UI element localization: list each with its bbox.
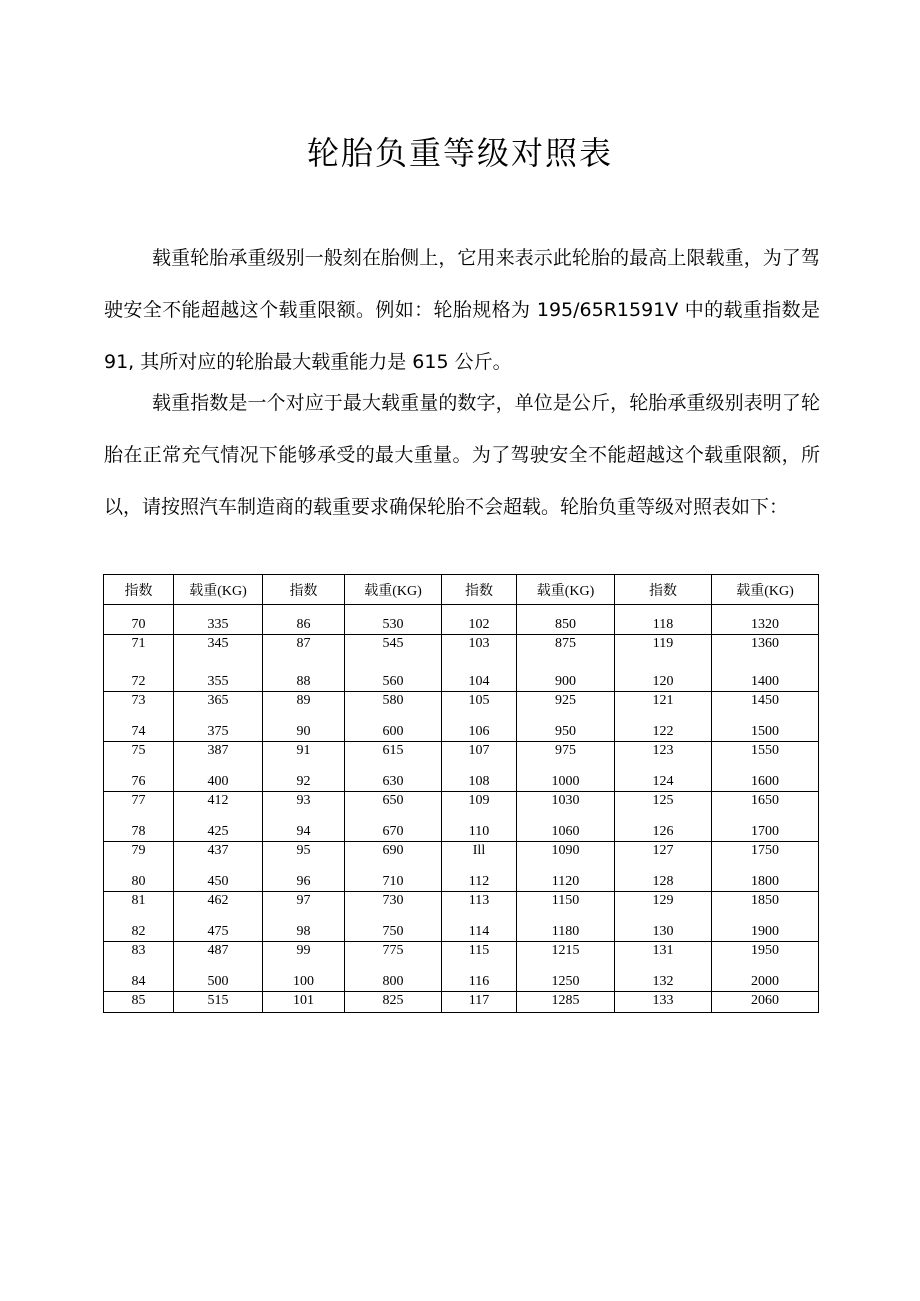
load-weight-cell: 1090: [517, 842, 615, 863]
load-index-cell: 75: [104, 742, 174, 763]
load-weight-cell: 1400: [712, 662, 819, 692]
load-weight-cell: 950: [517, 712, 615, 742]
load-weight-cell: 425: [174, 812, 263, 842]
load-index-cell: 96: [263, 862, 345, 892]
paragraph-2: 载重指数是一个对应于最大载重量的数字，单位是公斤，轮胎承重级别表明了轮胎在正常充气情况下能够承受的最大重量。为了驾驶安全不能超越这个载重限额，所以，请按照汽车制造商的载重要求确保轮胎不会超载。轮胎负重等级对照表如下：: [104, 392, 820, 518]
load-index-cell: 125: [615, 792, 712, 813]
load-weight-cell: 335: [174, 605, 263, 635]
load-weight-cell: 545: [345, 635, 442, 663]
load-index-cell: 129: [615, 892, 712, 913]
load-weight-cell: 600: [345, 712, 442, 742]
table-row: [104, 692, 819, 713]
load-index-table: [103, 574, 819, 1013]
load-weight-cell: 1250: [517, 962, 615, 992]
load-index-cell: 107: [442, 742, 517, 763]
load-weight-cell: 1800: [712, 862, 819, 892]
load-index-cell: 103: [442, 635, 517, 663]
load-index-cell: 89: [263, 692, 345, 713]
load-index-cell: 82: [104, 912, 174, 942]
paragraph-1: 载重轮胎承重级别一般刻在胎侧上，它用来表示此轮胎的最高上限载重，为了驾驶安全不能超越这个载重限额。例如：轮胎规格为 195/65R1591V 中的载重指数是 91, 其所对应的轮胎最大载重能力是 615 公斤。: [104, 247, 820, 373]
load-index-cell: 133: [615, 992, 712, 1013]
load-weight-cell: 2060: [712, 992, 819, 1013]
load-weight-cell: 345: [174, 635, 263, 663]
load-weight-cell: 450: [174, 862, 263, 892]
load-weight-cell: 1180: [517, 912, 615, 942]
table-row: [104, 605, 819, 635]
load-weight-cell: 475: [174, 912, 263, 942]
load-weight-cell: 690: [345, 842, 442, 863]
load-index-cell: 130: [615, 912, 712, 942]
load-index-cell: 70: [104, 605, 174, 635]
load-index-cell: 126: [615, 812, 712, 842]
load-weight-cell: 1700: [712, 812, 819, 842]
table-row: [104, 662, 819, 692]
load-weight-cell: 1550: [712, 742, 819, 763]
load-weight-cell: 670: [345, 812, 442, 842]
load-index-cell: 101: [263, 992, 345, 1013]
load-weight-cell: 1600: [712, 762, 819, 792]
load-weight-cell: 925: [517, 692, 615, 713]
load-index-cell: 124: [615, 762, 712, 792]
load-index-cell: 76: [104, 762, 174, 792]
load-index-cell: 85: [104, 992, 174, 1013]
table-row: [104, 842, 819, 863]
load-weight-cell: 412: [174, 792, 263, 813]
load-weight-cell: 387: [174, 742, 263, 763]
load-index-cell: 118: [615, 605, 712, 635]
load-index-cell: 102: [442, 605, 517, 635]
load-weight-cell: 800: [345, 962, 442, 992]
load-index-cell: 105: [442, 692, 517, 713]
load-index-cell: 117: [442, 992, 517, 1013]
load-weight-cell: 630: [345, 762, 442, 792]
load-index-cell: 108: [442, 762, 517, 792]
load-index-cell: 100: [263, 962, 345, 992]
table-row: [104, 742, 819, 763]
load-index-cell: 88: [263, 662, 345, 692]
table-header-cell: 载重(KG): [174, 575, 263, 605]
load-index-cell: 80: [104, 862, 174, 892]
load-weight-cell: 1450: [712, 692, 819, 713]
table-header-cell: 载重(KG): [712, 575, 819, 605]
load-index-cell: 122: [615, 712, 712, 742]
load-weight-cell: 1850: [712, 892, 819, 913]
load-weight-cell: 1950: [712, 942, 819, 963]
load-weight-cell: 1750: [712, 842, 819, 863]
load-index-cell: 132: [615, 962, 712, 992]
load-index-cell: 92: [263, 762, 345, 792]
table-row: [104, 992, 819, 1013]
load-index-cell: Ill: [442, 842, 517, 863]
load-index-cell: 106: [442, 712, 517, 742]
load-index-cell: 114: [442, 912, 517, 942]
load-index-cell: 116: [442, 962, 517, 992]
load-index-cell: 94: [263, 812, 345, 842]
load-index-cell: 74: [104, 712, 174, 742]
load-weight-cell: 900: [517, 662, 615, 692]
load-weight-cell: 355: [174, 662, 263, 692]
load-index-cell: 112: [442, 862, 517, 892]
load-index-cell: 83: [104, 942, 174, 963]
load-index-cell: 123: [615, 742, 712, 763]
document-title: 轮胎负重等级对照表: [306, 134, 613, 172]
load-weight-cell: 650: [345, 792, 442, 813]
load-index-cell: 77: [104, 792, 174, 813]
load-index-cell: 84: [104, 962, 174, 992]
load-weight-cell: 1120: [517, 862, 615, 892]
table-header-row: [104, 575, 819, 605]
load-index-cell: 90: [263, 712, 345, 742]
table-header-cell: 指数: [615, 575, 712, 605]
table-row: [104, 912, 819, 942]
table-header-cell: 指数: [263, 575, 345, 605]
load-index-cell: 97: [263, 892, 345, 913]
load-weight-cell: 615: [345, 742, 442, 763]
load-index-cell: 95: [263, 842, 345, 863]
load-weight-cell: 1215: [517, 942, 615, 963]
load-weight-cell: 730: [345, 892, 442, 913]
load-index-cell: 72: [104, 662, 174, 692]
load-index-cell: 127: [615, 842, 712, 863]
load-weight-cell: 365: [174, 692, 263, 713]
table-row: [104, 712, 819, 742]
load-weight-cell: 1030: [517, 792, 615, 813]
load-weight-cell: 2000: [712, 962, 819, 992]
load-index-cell: 110: [442, 812, 517, 842]
load-weight-cell: 462: [174, 892, 263, 913]
load-weight-cell: 1320: [712, 605, 819, 635]
table-row: [104, 792, 819, 813]
load-weight-cell: 1900: [712, 912, 819, 942]
load-weight-cell: 515: [174, 992, 263, 1013]
load-weight-cell: 500: [174, 962, 263, 992]
load-weight-cell: 975: [517, 742, 615, 763]
table-row: [104, 762, 819, 792]
table-row: [104, 635, 819, 663]
load-index-cell: 81: [104, 892, 174, 913]
load-index-cell: 120: [615, 662, 712, 692]
load-weight-cell: 1285: [517, 992, 615, 1013]
load-weight-cell: 1650: [712, 792, 819, 813]
load-index-cell: 131: [615, 942, 712, 963]
load-index-cell: 104: [442, 662, 517, 692]
load-index-cell: 86: [263, 605, 345, 635]
load-weight-cell: 580: [345, 692, 442, 713]
load-index-cell: 113: [442, 892, 517, 913]
table-row: [104, 962, 819, 992]
table-header-cell: 指数: [442, 575, 517, 605]
table-row: [104, 942, 819, 963]
load-weight-cell: 850: [517, 605, 615, 635]
table-header-cell: 指数: [104, 575, 174, 605]
load-index-cell: 93: [263, 792, 345, 813]
table-row: [104, 892, 819, 913]
table-row: [104, 862, 819, 892]
load-index-cell: 73: [104, 692, 174, 713]
load-index-cell: 87: [263, 635, 345, 663]
load-weight-cell: 1500: [712, 712, 819, 742]
table-header-cell: 载重(KG): [517, 575, 615, 605]
load-index-cell: 79: [104, 842, 174, 863]
load-weight-cell: 487: [174, 942, 263, 963]
load-index-cell: 115: [442, 942, 517, 963]
load-index-cell: 119: [615, 635, 712, 663]
load-weight-cell: 560: [345, 662, 442, 692]
load-index-cell: 128: [615, 862, 712, 892]
load-weight-cell: 775: [345, 942, 442, 963]
load-weight-cell: 1360: [712, 635, 819, 663]
load-index-cell: 109: [442, 792, 517, 813]
load-weight-cell: 825: [345, 992, 442, 1013]
load-weight-cell: 710: [345, 862, 442, 892]
table-body: [104, 605, 819, 1013]
load-weight-cell: 1060: [517, 812, 615, 842]
load-weight-cell: 400: [174, 762, 263, 792]
table-header-cell: 载重(KG): [345, 575, 442, 605]
load-index-cell: 98: [263, 912, 345, 942]
load-weight-cell: 750: [345, 912, 442, 942]
load-index-cell: 78: [104, 812, 174, 842]
table-row: [104, 812, 819, 842]
load-index-cell: 91: [263, 742, 345, 763]
load-index-cell: 121: [615, 692, 712, 713]
load-weight-cell: 875: [517, 635, 615, 663]
load-index-cell: 71: [104, 635, 174, 663]
load-index-cell: 99: [263, 942, 345, 963]
load-weight-cell: 1150: [517, 892, 615, 913]
load-weight-cell: 437: [174, 842, 263, 863]
load-weight-cell: 375: [174, 712, 263, 742]
load-weight-cell: 530: [345, 605, 442, 635]
load-weight-cell: 1000: [517, 762, 615, 792]
